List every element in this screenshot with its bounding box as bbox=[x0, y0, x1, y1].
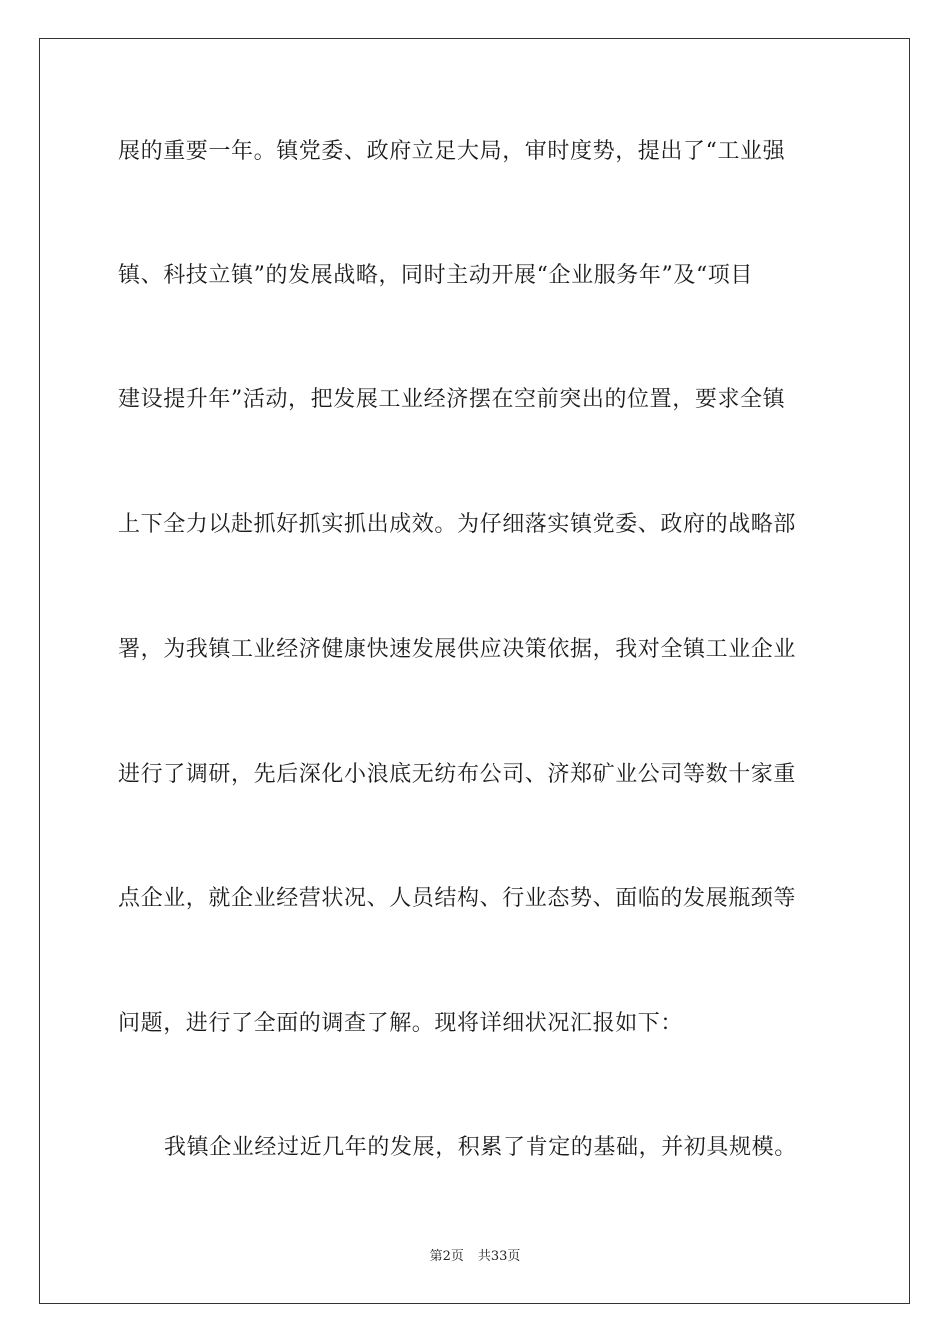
page-border bbox=[39, 38, 910, 1304]
paragraph-line: 镇、科技立镇”的发展战略，同时主动开展“企业服务年”及“项目 bbox=[118, 263, 753, 288]
paragraph-line: 署，为我镇工业经济健康快速发展供应决策依据，我对全镇工业企业 bbox=[118, 637, 797, 662]
paragraph-line: 上下全力以赴抓好抓实抓出成效。为仔细落实镇党委、政府的战略部 bbox=[118, 512, 797, 537]
paragraph-first-line: 我镇企业经过近几年的发展，积累了肯定的基础，并初具规模。 bbox=[164, 1135, 797, 1160]
paragraph-line: 点企业，就企业经营状况、人员结构、行业态势、面临的发展瓶颈等 bbox=[118, 886, 797, 911]
paragraph-line: 展的重要一年。镇党委、政府立足大局，审时度势，提出了“工业强 bbox=[118, 139, 786, 164]
paragraph-line: 进行了调研，先后深化小浪底无纺布公司、济郑矿业公司等数十家重 bbox=[118, 762, 797, 787]
page-total: 共33页 bbox=[477, 1249, 521, 1264]
page-footer bbox=[0, 1248, 950, 1266]
paragraph-line: 建设提升年”活动，把发展工业经济摆在空前突出的位置，要求全镇 bbox=[118, 387, 786, 412]
page-number: 第2页 bbox=[429, 1249, 464, 1264]
paragraph-line: 问题，进行了全面的调查了解。现将详细状况汇报如下： bbox=[118, 1011, 684, 1036]
